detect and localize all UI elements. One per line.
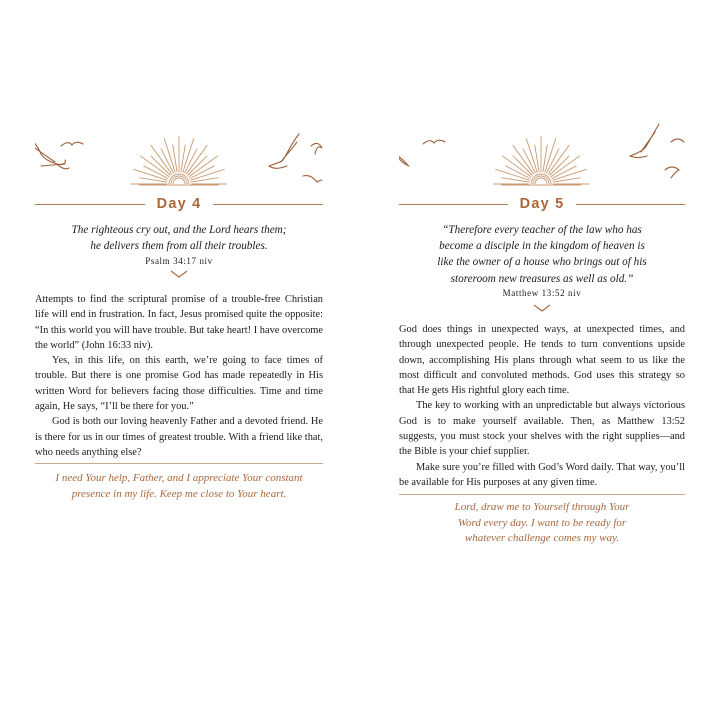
body-paragraph: Yes, in this life, on this earth, we’re going to face times of trouble. But there is one promise God has made repeatedly in His written Word for believers facing those difficulties. Time and time again, He says, “I’ll be there for you.” [35, 355, 323, 413]
header-rule-right [576, 204, 685, 205]
verse-line: become a disciple in the kingdom of heaven is [439, 240, 645, 253]
verse-reference: Matthew 13:52 niv [502, 288, 582, 298]
prayer-divider [399, 494, 685, 495]
header-rule-left [35, 204, 145, 205]
closing-prayer [399, 500, 685, 547]
closing-prayer [35, 471, 323, 502]
devotional-body [399, 322, 685, 490]
verse-line: The righteous cry out, and the Lord hears them; [71, 224, 287, 236]
seagull-icon [269, 134, 299, 168]
body-paragraph: God is both our loving heavenly Father and a devoted friend. He is there for us in our times of greatest trouble. With a friend like that, who needs anything else? [35, 416, 323, 458]
day-header [399, 196, 685, 212]
verse-line: like the owner of a house who brings out of his [437, 256, 647, 269]
prayer-line: Lord, draw me to Yourself through Your [454, 501, 630, 513]
book-spread [0, 118, 720, 548]
sunburst-icon [131, 136, 227, 185]
day-header [35, 196, 323, 212]
prayer-line: presence in my life. Keep me close to Your heart. [71, 487, 287, 500]
sunburst-icon [493, 136, 589, 185]
seagull-icon [630, 124, 659, 158]
verse-line: storeroom new treasures as well as old.” [450, 272, 634, 285]
header-illustration [35, 118, 323, 188]
seagull-icon [303, 176, 322, 182]
chevron-down-icon [533, 304, 551, 312]
body-paragraph: Make sure you’re filled with God’s Word daily. That way, you’ll be available for His purposes at any given time. [399, 461, 685, 488]
seagull-icon [399, 138, 409, 166]
body-paragraph: The key to working with an unpredictable but always victorious God is to make yourself available. Then, as Matthew 13:52 suggests, you must stock your shelves with the right supplies—and the Bible is your chief supplier. [399, 400, 685, 458]
scripture-verse [399, 222, 685, 287]
body-paragraph: God does things in unexpected ways, at unexpected times, and through unexpected people. He tends to turn conventions upside down, accomplishing His plans through what seem to us like the most difficult and convoluted methods. God uses this strategy so that He gets His rightful glory each time. [399, 324, 685, 397]
devotional-body [35, 292, 323, 460]
scripture-verse [35, 222, 323, 254]
verse-line: he delivers them from all their troubles. [90, 240, 268, 253]
seagull-icon [671, 139, 684, 142]
seagull-icon [665, 167, 679, 178]
day-title: Day 5 [519, 196, 565, 212]
verse-line: “Therefore every teacher of the law who has [442, 224, 642, 236]
header-rule-left [399, 204, 508, 205]
body-paragraph: Attempts to find the scriptural promise of a trouble-free Christian life will end in frustration. In fact, Jesus promised quite the opposite: “In this world you will have trouble. But take heart! I have overcome the world” (John 16:33 niv). [35, 294, 323, 351]
prayer-line: Word every day. I want to be ready for [457, 516, 627, 529]
seagull-icon [61, 142, 83, 146]
prayer-line: whatever challenge comes my way. [464, 532, 620, 545]
day-title: Day 4 [156, 196, 202, 212]
left-page [35, 118, 323, 548]
seagull-icon [311, 143, 322, 154]
verse-reference: Psalm 34:17 niv [145, 256, 213, 266]
header-illustration [399, 118, 685, 188]
seagull-icon [35, 136, 69, 169]
prayer-divider [35, 463, 323, 464]
header-rule-right [213, 204, 323, 205]
chevron-down-icon [170, 270, 188, 278]
prayer-line: I need Your help, Father, and I appreciate Your constant [55, 472, 303, 484]
seagull-icon [423, 140, 445, 144]
right-page [399, 118, 685, 548]
